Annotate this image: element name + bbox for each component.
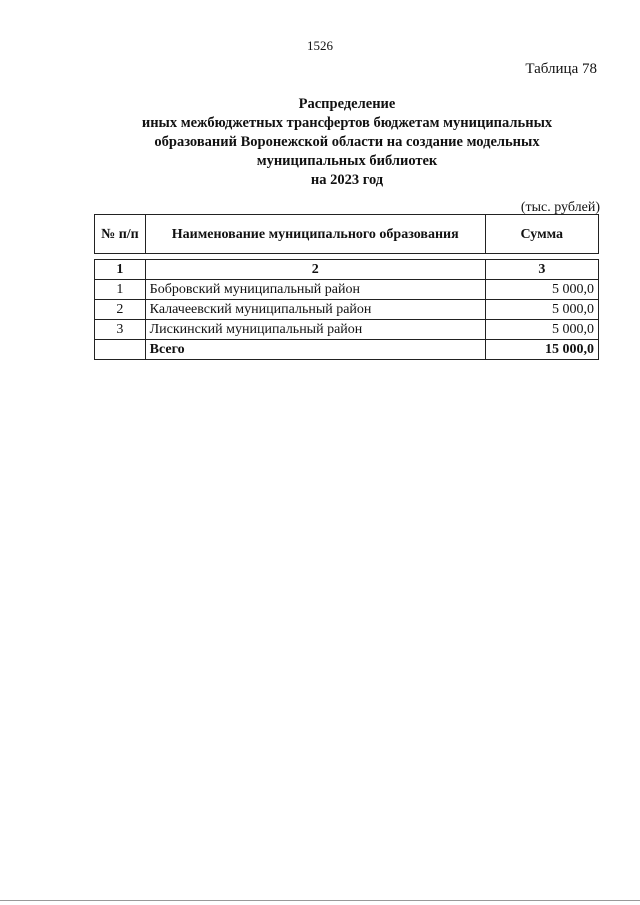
units-label: (тыс. рублей) [520,200,600,215]
column-index: 3 [485,260,598,280]
title-line: образований Воронежской области на создание модельных [154,134,540,150]
table-header [94,214,599,254]
table-label: Таблица 78 [525,61,597,77]
table-row [95,300,599,320]
row-number: 2 [95,300,146,320]
table-row [95,280,599,300]
row-sum: 5 000,0 [485,280,598,300]
total-row [95,340,599,360]
data-table [94,259,599,360]
header-number: № п/п [95,215,146,254]
column-index: 1 [95,260,146,280]
total-label: Всего [145,340,485,360]
total-empty-cell [95,340,146,360]
row-name: Лискинский муниципальный район [145,320,485,340]
row-sum: 5 000,0 [485,300,598,320]
row-number: 3 [95,320,146,340]
column-index: 2 [145,260,485,280]
table-row [95,320,599,340]
row-number: 1 [95,280,146,300]
row-sum: 5 000,0 [485,320,598,340]
page-number: 1526 [307,38,333,53]
header-sum: Сумма [485,215,598,254]
document-title [95,95,599,190]
row-name: Калачеевский муниципальный район [145,300,485,320]
page-bottom-divider [0,900,640,901]
total-value: 15 000,0 [485,340,598,360]
title-line: иных межбюджетных трансфертов бюджетам муниципальных [141,115,553,131]
title-line: на 2023 год [310,172,384,188]
title-line: муниципальных библиотек [256,153,438,169]
row-name: Бобровский муниципальный район [145,280,485,300]
header-name: Наименование муниципального образования [145,215,485,254]
column-index-row [95,260,599,280]
title-line: Распределение [298,96,396,112]
